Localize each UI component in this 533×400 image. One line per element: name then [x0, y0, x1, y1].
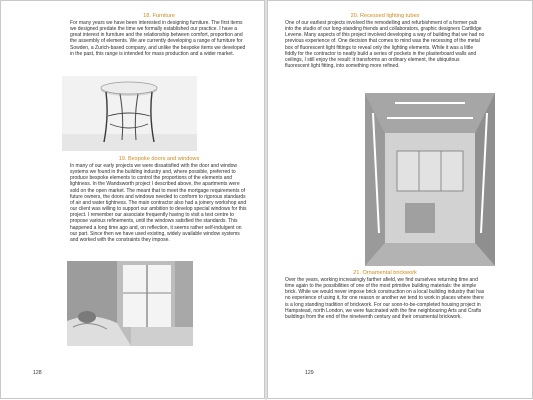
section-body: One of our earliest projects involved the remodelling and refurbishment of a former pub into the studio of our long-standing friends and collaborators, graphic designers Cartlidge Levene. Many aspects of this project involved developing a way of building that we had no previous experience of. One decision that comes to mind was the recessing of the metal box of fluorescent light fittings to reveal only the lighting elements. While it was a little fiddly for the contractor to neatly build a series of pockets in the plasterboard walls and ceilings, I still enjoy the result: it transforms an ordinary element, the ubiquitous fluorescent light fitting, into something more refined. [285, 20, 485, 70]
room-illustration [67, 261, 193, 346]
section-title: 18. Furniture [143, 13, 175, 19]
section-body: In many of our early projects we were dissatisfied with the door and window systems we found in the building industry and, where possible, preferred to produce bespoke elements to control the proportions of the elements and lightness. In the Wandsworth project I described above, the apartments were sold on the open market. The meant that to meet the mortgage requirements of future owners, the doors and windows needed to conform to rigorous standards of air and water tightness. The main contractor also had a joinery workshop and our client was willing to support our ambition to develop special windows for this project. I remember our associate frequently having to visit a test centre to propose various refinements, until the windows satisfied the standards. This happened a long time ago and, on reflection, it seems rather self-indulgent on our part. Since then we have used existing, widely available window systems and worked with the constraints they impose. [70, 163, 247, 243]
bespoke-window-room-photo [67, 261, 193, 346]
section-furniture [70, 13, 248, 57]
section-title: 21. Ornamental brickwork [353, 270, 417, 276]
stool-photo [62, 76, 197, 151]
section-lighting-tubes [285, 13, 485, 69]
interior-illustration [365, 93, 495, 266]
stool-illustration [62, 76, 197, 151]
section-body: Over the years, working increasingly farther afield, we find ourselves returning time and time again to the possibilities of one of the most primitive building materials: the simple brick. While we would never impose brick construction on a local building industry that has no experience of using it, for one reason or another we tend to work in places where there is a long standing tradition of brickwork. For our soon-to-be-completed housing project in Hampstead, north London, we were fascinated with the fine neighbouring Arts and Crafts buildings from the end of the nineteenth century and their ornamental brickwork. [285, 277, 485, 320]
recessed-lighting-interior-photo [365, 93, 495, 266]
page-number-right: 129 [305, 370, 314, 376]
section-brickwork [285, 270, 485, 320]
page-number-left: 128 [33, 370, 42, 376]
section-bespoke-doors [70, 156, 248, 243]
section-body: For many years we have been interested in designing furniture. The first items we designed predate the time we formally established our practice. I have a great interest in furniture and the relationship between comfort, proportion and the assembly of elements. We are currently developing a range of furniture for Sowden, a Zurich-based company, and unlike the bespoke items we developed in the past, this range is intended for mass production and a wider market. [70, 20, 246, 57]
section-title: 20. Recessed lighting tubes [350, 13, 420, 19]
page-gutter [265, 0, 267, 400]
section-title: 19. Bespoke doors and windows [118, 156, 200, 162]
